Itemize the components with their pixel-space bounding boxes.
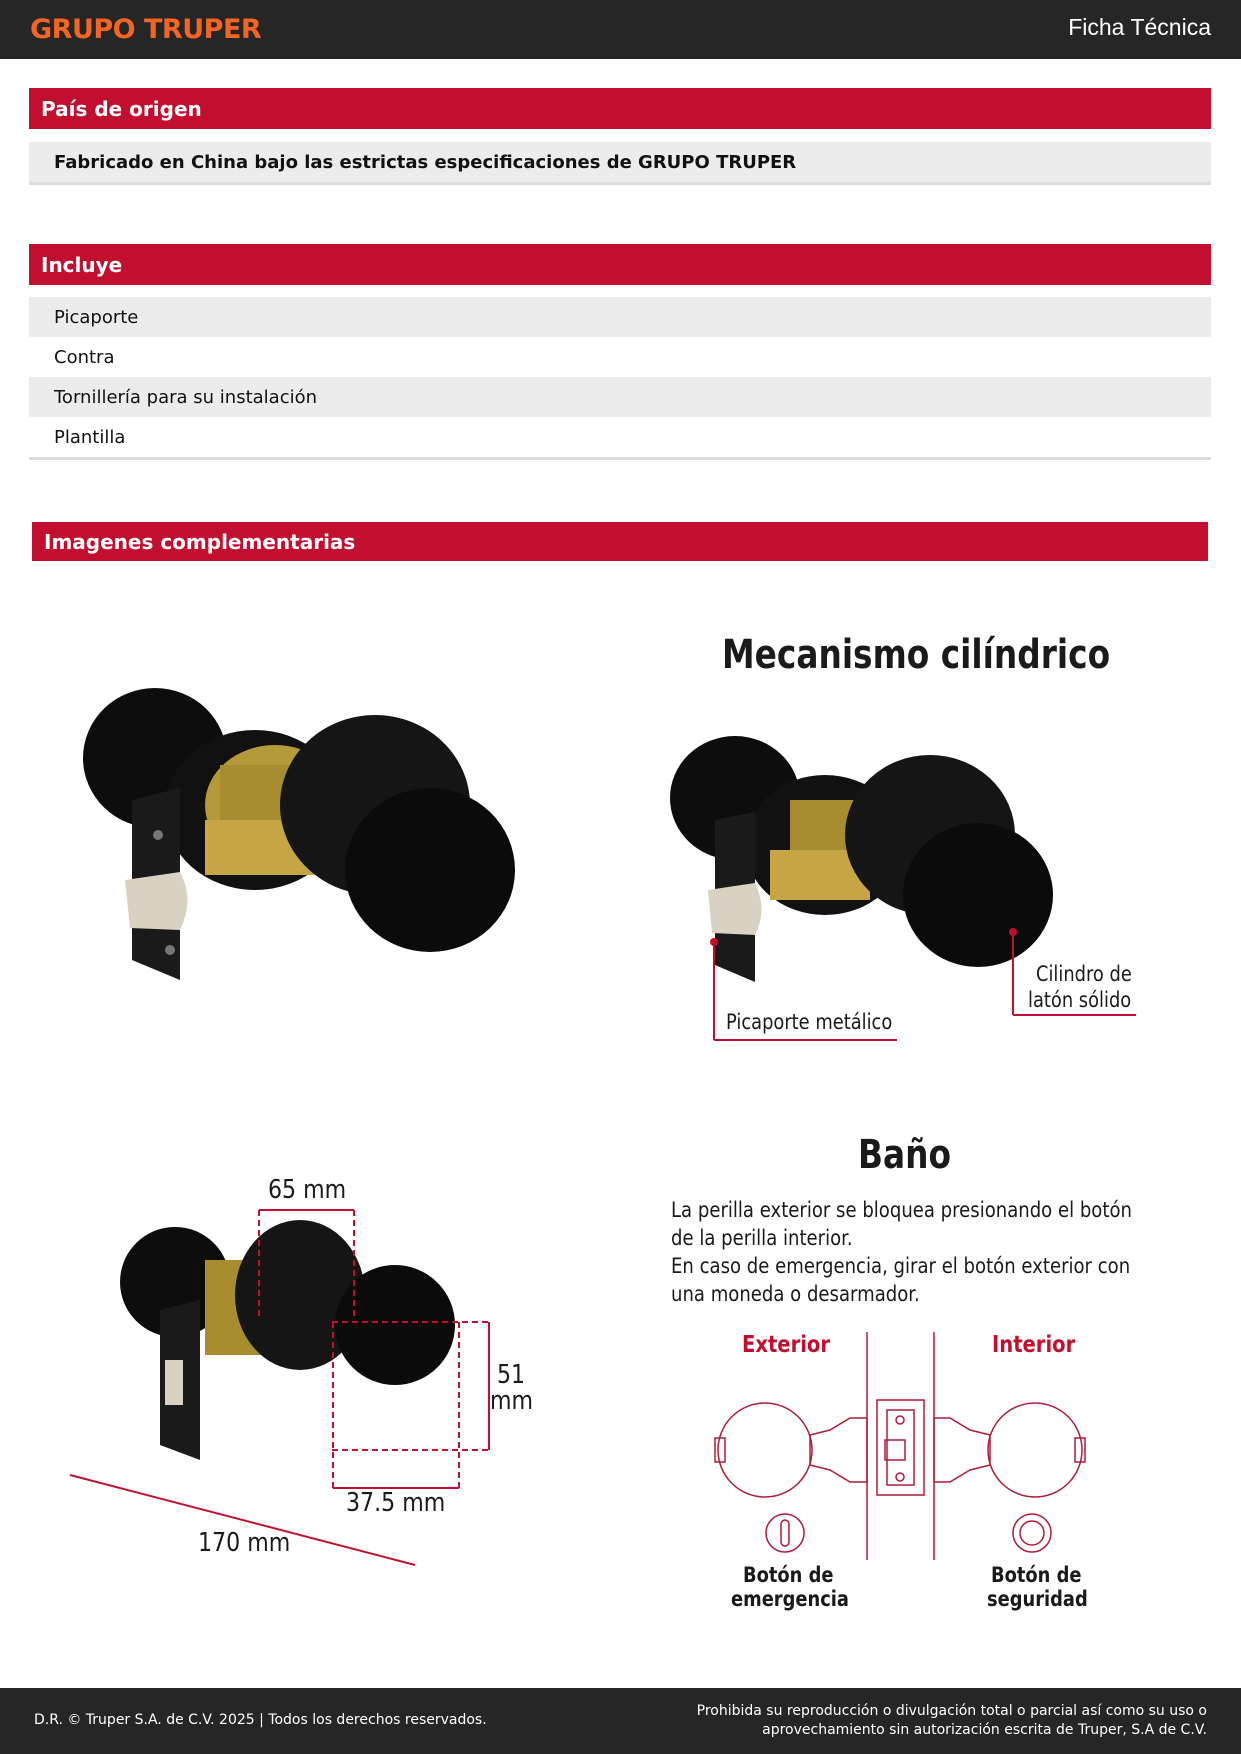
dimension-label: mm xyxy=(490,1386,534,1416)
section-heading-includes: Incluye xyxy=(29,244,1211,285)
bath-line: En caso de emergencia, girar el botón exterior con xyxy=(671,1254,1131,1278)
page-header xyxy=(0,0,1241,59)
list-item xyxy=(29,377,1211,417)
origin-text: Fabricado en China bajo las estrictas especificaciones de GRUPO TRUPER xyxy=(54,151,797,173)
bath-line: La perilla exterior se bloquea presionando el botón xyxy=(671,1198,1132,1222)
bath-lock-diagram xyxy=(710,1330,1090,1570)
list-item xyxy=(29,417,1211,457)
bath-description xyxy=(671,1196,1171,1308)
security-button-label: seguridad xyxy=(987,1587,1088,1611)
legal-line: aprovechamiento sin autorización escrita de Truper, S.A de C.V. xyxy=(762,1722,1207,1738)
interior-label: Interior xyxy=(992,1332,1076,1358)
divider xyxy=(29,457,1211,460)
document-title: Ficha Técnica xyxy=(1068,14,1211,40)
section-heading-images: Imagenes complementarias xyxy=(32,522,1208,561)
include-item-label: Picaporte xyxy=(54,306,139,328)
bath-line: de la perilla interior. xyxy=(671,1226,853,1250)
copyright-text: D.R. © Truper S.A. de C.V. 2025 | Todos los derechos reservados. xyxy=(34,1712,487,1728)
include-item-label: Contra xyxy=(54,346,115,368)
exterior-label: Exterior xyxy=(742,1332,830,1358)
origin-row xyxy=(29,142,1211,182)
legal-line: Prohibida su reproducción o divulgación total o parcial así como su uso o xyxy=(696,1703,1207,1719)
divider xyxy=(29,182,1211,185)
callout-cylinder-label: latón sólido xyxy=(1028,988,1132,1012)
emergency-button-label: Botón de xyxy=(743,1563,834,1587)
page-footer xyxy=(0,1688,1241,1754)
dimension-label: 170 mm xyxy=(198,1528,291,1558)
lock-product-image xyxy=(70,680,530,1000)
dimension-label: 51 xyxy=(497,1360,526,1390)
brand-logo: GRUPO TRUPER xyxy=(30,14,262,45)
security-button-label: Botón de xyxy=(991,1563,1082,1587)
include-item-label: Plantilla xyxy=(54,426,126,448)
bath-line: una moneda o desarmador. xyxy=(671,1282,920,1306)
legal-notice xyxy=(697,1702,1207,1740)
callout-cylinder-label: Cilindro de xyxy=(1036,962,1132,986)
dimension-label: 37.5 mm xyxy=(346,1488,446,1518)
emergency-button-label: emergencia xyxy=(731,1587,849,1611)
dimension-label: 65 mm xyxy=(268,1175,347,1205)
callout-latch-label: Picaporte metálico xyxy=(726,1010,893,1034)
include-item-label: Tornillería para su instalación xyxy=(54,386,318,408)
bath-title: Baño xyxy=(858,1132,952,1178)
list-item xyxy=(29,337,1211,377)
section-heading-origin: País de origen xyxy=(29,88,1211,129)
list-item xyxy=(29,297,1211,337)
mechanism-title: Mecanismo cilíndrico xyxy=(722,632,1111,678)
dimensions-image xyxy=(60,1200,540,1580)
